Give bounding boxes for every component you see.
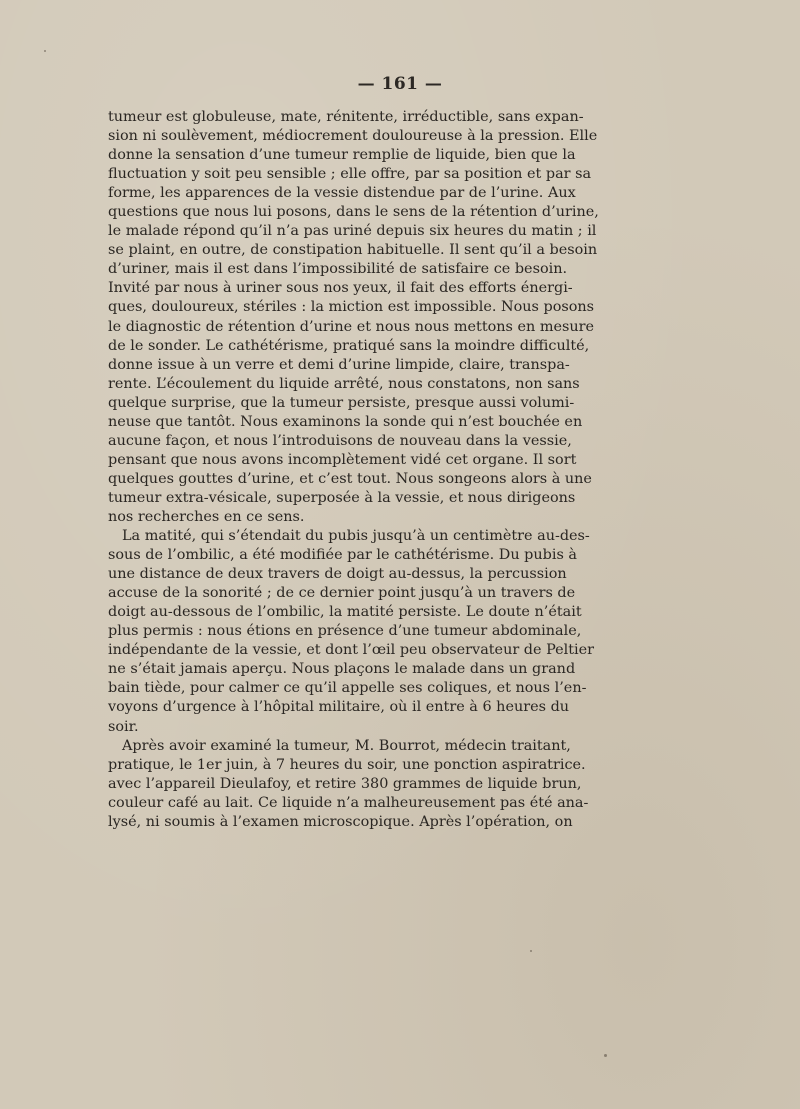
text-line: ne s’était jamais aperçu. Nous plaçons le malade dans un grand (108, 661, 576, 678)
text-line: d’uriner, mais il est dans l’impossibilité de satisfaire ce besoin. (108, 261, 568, 278)
text-line: pensant que nous avons incomplètement vidé cet organe. Il sort (108, 451, 577, 468)
text-line: le malade répond qu’il n’a pas uriné depuis six heures du matin ; il (108, 223, 597, 240)
paper-speck (604, 1054, 607, 1057)
text-line: pratique, le 1er juin, à 7 heures du soir, une ponction aspiratrice. (108, 756, 586, 773)
text-line: ques, douloureux, stériles : la miction est impossible. Nous posons (108, 299, 595, 316)
text-line: forme, les apparences de la vessie distendue par de l’urine. Aux (108, 185, 576, 202)
text-line: sous de l’ombilic, a été modifiée par le cathétérisme. Du pubis à (108, 547, 578, 564)
text-line: soir. (108, 718, 139, 735)
text-line: rente. L’écoulement du liquide arrêté, nous constatons, non sans (108, 375, 580, 392)
text-line: avec l’appareil Dieulafoy, et retire 380 grammes de liquide brun, (108, 775, 582, 792)
text-line: tumeur extra-vésicale, superposée à la vessie, et nous dirigeons (108, 489, 576, 506)
text-line: Invité par nous à uriner sous nos yeux, il fait des efforts énergi- (108, 280, 573, 297)
text-line: neuse que tantôt. Nous examinons la sonde qui n’est bouchée en (108, 413, 583, 430)
text-line: indépendante de la vessie, et dont l’œil peu observateur de Peltier (108, 642, 595, 659)
text-line: fluctuation y soit peu sensible ; elle offre, par sa position et par sa (108, 166, 592, 183)
text-line: La matité, qui s’étendait du pubis jusqu’à un centimètre au-des- (122, 528, 590, 545)
text-line: doigt au-dessous de l’ombilic, la matité persiste. Le doute n’était (108, 604, 582, 621)
text-line: donne la sensation d’une tumeur remplie de liquide, bien que la (108, 147, 576, 164)
paper-speck (530, 950, 532, 952)
text-line: quelques gouttes d’urine, et c’est tout. Nous songeons alors à une (108, 470, 592, 487)
text-line: Après avoir examiné la tumeur, M. Bourrot, médecin traitant, (122, 737, 571, 754)
text-line: voyons d’urgence à l’hôpital militaire, où il entre à 6 heures du (108, 699, 570, 716)
text-line: sion ni soulèvement, médiocrement douloureuse à la pression. Elle (108, 128, 598, 145)
page-number: — 161 — (357, 74, 443, 94)
text-line: lysé, ni soumis à l’examen microscopique. Après l’opération, on (108, 813, 573, 830)
text-line: accuse de la sonorité ; de ce dernier point jusqu’à un travers de (108, 585, 576, 602)
text-line: plus permis : nous étions en présence d’une tumeur abdominale, (108, 623, 582, 640)
text-line: le diagnostic de rétention d’urine et nous nous mettons en mesure (108, 318, 595, 335)
text-line: donne issue à un verre et demi d’urine limpide, claire, transpa- (108, 356, 570, 373)
text-line: tumeur est globuleuse, mate, rénitente, irréductible, sans expan- (108, 109, 584, 125)
text-line: questions que nous lui posons, dans le sens de la rétention d’urine, (108, 204, 599, 221)
text-line: aucune façon, et nous l’introduisons de nouveau dans la vessie, (108, 432, 572, 449)
paper-speck (44, 50, 46, 52)
text-line: nos recherches en ce sens. (108, 508, 305, 525)
text-line: se plaint, en outre, de constipation habituelle. Il sent qu’il a besoin (108, 242, 598, 259)
text-line: de le sonder. Le cathétérisme, pratiqué sans la moindre difficulté, (108, 337, 590, 354)
text-line: couleur café au lait. Ce liquide n’a malheureusement pas été ana- (108, 794, 589, 811)
text-line: quelque surprise, que la tumeur persiste, presque aussi volumi- (108, 394, 575, 411)
text-line: une distance de deux travers de doigt au-dessus, la percussion (108, 566, 567, 583)
body-text (108, 108, 599, 832)
text-line: bain tiède, pour calmer ce qu’il appelle ses coliques, et nous l’en- (108, 680, 587, 697)
